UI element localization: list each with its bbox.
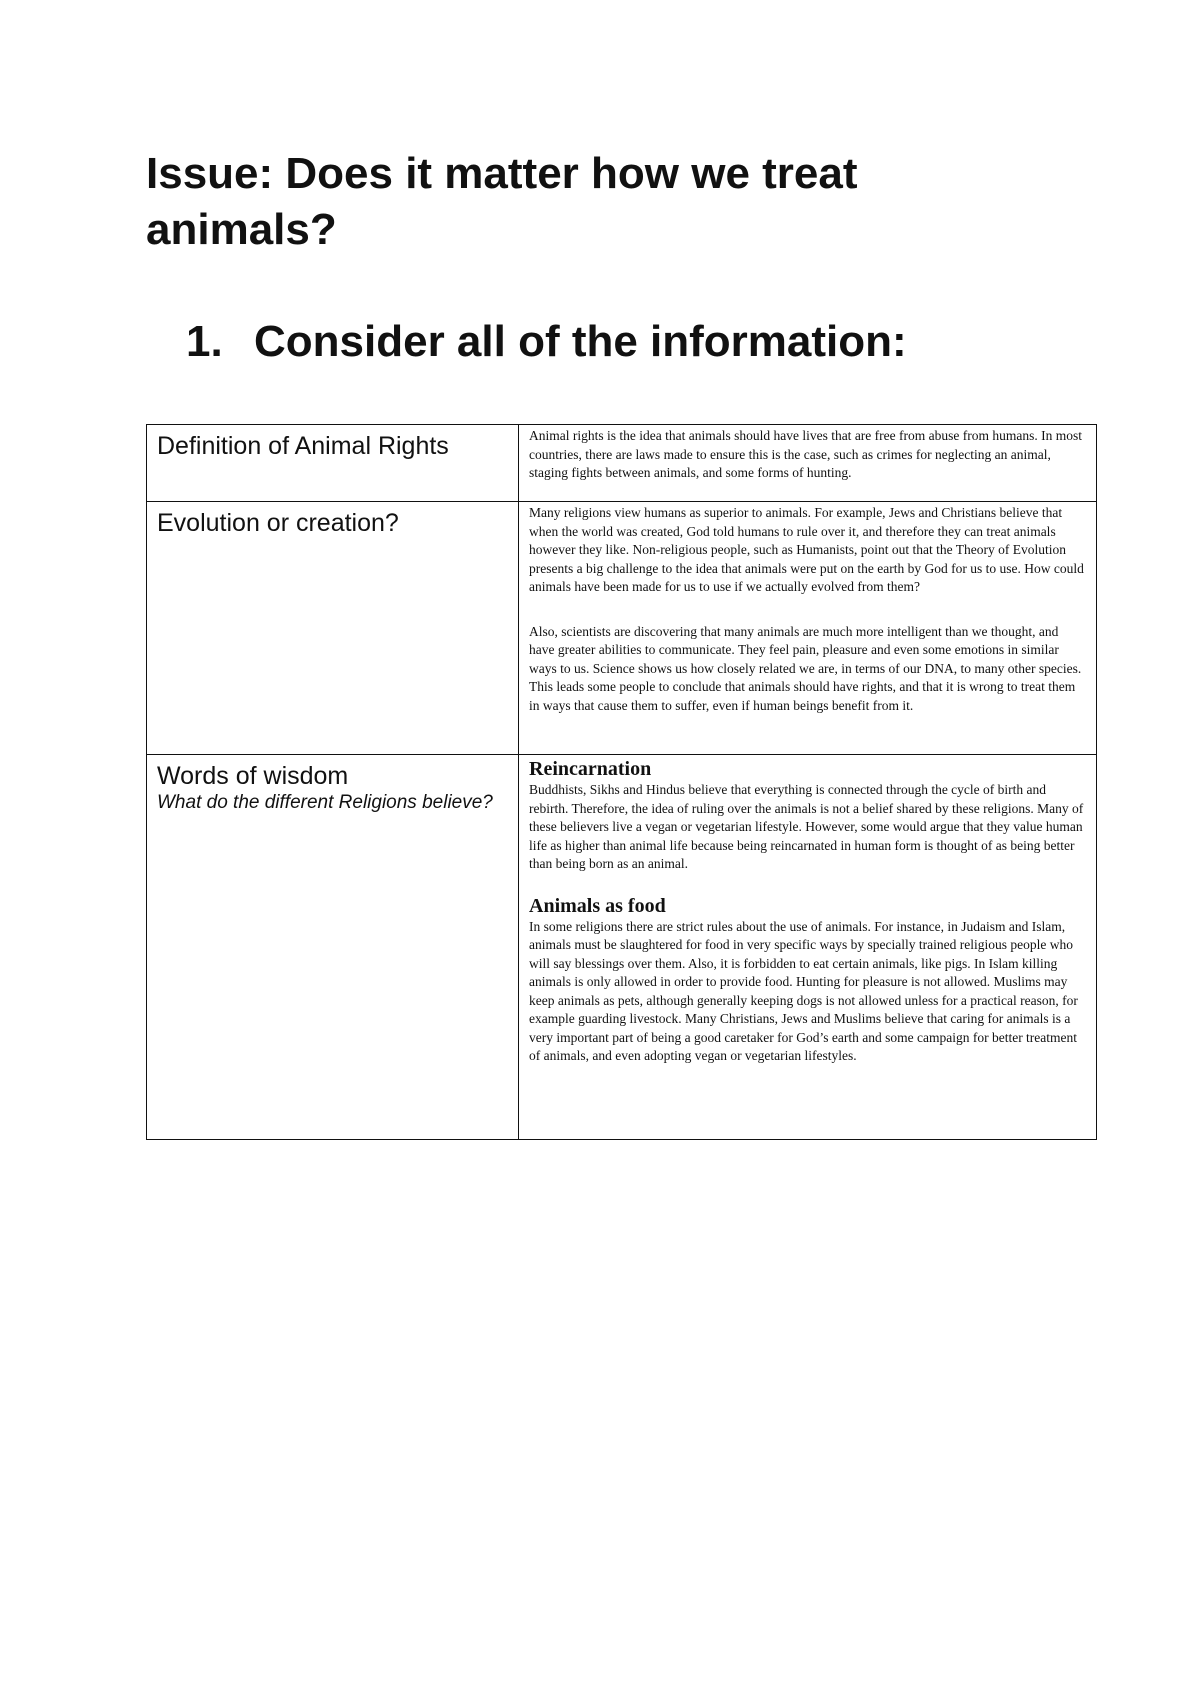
section-heading — [186, 314, 907, 370]
row-label-cell — [147, 502, 519, 755]
row-label-cell — [147, 425, 519, 502]
definition-text: Animal rights is the idea that animals should have lives that are free from abuse from humans. In most countries, there are laws made to ensure this is the case, such as crimes for neglecting an animal, staging fights between animals, and some forms of hunting. — [529, 428, 1082, 480]
table-row — [147, 425, 1097, 502]
evolution-paragraph-2: Also, scientists are discovering that many animals are much more intelligent than we thought, and have greater abilities to communicate. They feel pain, pleasure and even some emotions in similar ways to us. Science shows us how closely related we are, in terms of our DNA, to many other species. This leads some people to conclude that animals should have rights, and that it is wrong to treat them in ways that cause them to suffer, even if human beings benefit from it. — [529, 623, 1082, 713]
row-content-cell — [519, 755, 1097, 1140]
row-label-wisdom: Words of wisdom — [157, 762, 349, 790]
section-number: 1. — [186, 317, 223, 366]
reincarnation-heading: Reincarnation — [529, 758, 652, 780]
information-table — [146, 424, 1097, 1140]
evolution-paragraph-1: Many religions view humans as superior to animals. For example, Jews and Christians believe that when the world was created, God told humans to rule over it, and therefore they can treat animals however they like. Non-religious people, such as Humanists, point out that the Theory of Evolution presents a big challenge to the idea that animals were put on the earth by God for us to use. How could animals have been made for us to use if we actually evolved from them? — [529, 505, 1084, 594]
page-title: Issue: Does it matter how we treat animals? — [146, 149, 858, 254]
reincarnation-text: Buddhists, Sikhs and Hindus believe that everything is connected through the cycle of birth and rebirth. Therefore, the idea of ruling over the animals is not a belief shared by these religions. Many of these believers live a vegan or vegetarian lifestyle. However, some would argue that they value human life as higher than animal life because being reincarnated in human form is thought of as being better than being born as an animal. — [529, 782, 1084, 871]
row-content-cell — [519, 425, 1097, 502]
animals-as-food-text: In some religions there are strict rules about the use of animals. For instance, in Judaism and Islam, animals must be slaughtered for food in very specific ways by specially trained religious people who will say blessings over them. Also, it is forbidden to eat certain animals, like pigs. In Islam killing animals is only allowed in order to provide food. Hunting for pleasure is not allowed. Muslims may keep animals as pets, although generally keeping dogs is not allowed unless for a practical reason, for example guarding livestock. Many Christians, Jews and Muslims believe that caring for animals is a very important part of being a good caretaker for God’s earth and some campaign for better treatment of animals, and even adopting vegan or vegetarian lifestyles. — [529, 918, 1078, 1063]
table-row — [147, 755, 1097, 1140]
table-row — [147, 502, 1097, 755]
row-sublabel-wisdom: What do the different Religions believe? — [157, 792, 493, 813]
row-label-evolution: Evolution or creation? — [157, 509, 399, 537]
row-label-definition: Definition of Animal Rights — [157, 432, 449, 460]
animals-as-food-heading: Animals as food — [529, 894, 666, 917]
section-heading-text: Consider all of the information: — [254, 317, 907, 366]
row-content-cell — [519, 502, 1097, 755]
row-label-cell — [147, 755, 519, 1140]
